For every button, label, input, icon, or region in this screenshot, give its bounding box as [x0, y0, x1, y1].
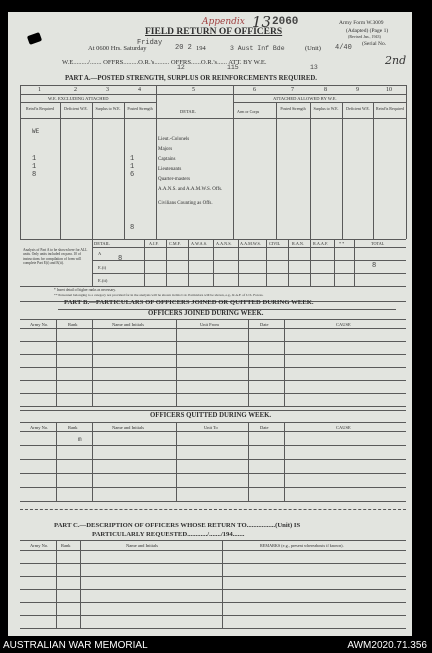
typed-col1-c: 8 — [32, 171, 37, 179]
typed-mark: m — [78, 436, 82, 443]
col-num-4: 4 — [138, 87, 141, 93]
typed-col4-b: 1 — [130, 163, 135, 171]
footer — [0, 638, 432, 653]
joined-unit-from: Unit From — [200, 322, 219, 327]
col-num-8: 8 — [324, 87, 327, 93]
quitted-rank: Rank — [68, 425, 78, 430]
joined-date: Date — [260, 322, 269, 327]
joined-title: OFFICERS JOINED DURING WEEK. — [148, 310, 264, 317]
typed-col4-c: 6 — [130, 171, 135, 179]
detail-head: DETAIL — [180, 109, 196, 114]
rank-lt-col: Lieut.-Colonels — [158, 137, 190, 142]
unit-label: (Unit) — [305, 45, 321, 52]
form-sheet — [8, 12, 412, 636]
hand-note: Appendix — [202, 17, 245, 27]
quitted-unit-to: Unit To — [204, 425, 218, 430]
joined-name: Name and Initials — [112, 322, 144, 327]
col-num-7: 7 — [291, 87, 294, 93]
part-b-title: PART B.—PARTICULARS OF OFFICERS JOINED OR QUITTED DURING WEEK. — [64, 299, 314, 306]
rank-civilians: Civilians Counting as Offs. — [158, 201, 213, 206]
typed-col4-a: 1 — [130, 155, 135, 163]
we-line: W.E........./....... OFFRS.........O.R.'s......... OFFRS......O.R.'s...... ATT. BY W.E. — [62, 59, 267, 66]
part-a-title: PART A.—POSTED STRENGTH, SURPLUS OR REINFORCEMENTS REQUIRED. — [65, 75, 317, 82]
stamp-number: 2060 — [272, 16, 299, 28]
col7-head: Posted Strength — [280, 106, 306, 111]
col8-head: Surplus to W.E. — [313, 106, 339, 111]
analysis-other: * * — [339, 241, 345, 246]
col1-head: Reinf'ts Required — [26, 106, 54, 111]
typed-serial: 4/40 — [335, 44, 352, 52]
analysis-aif: A.I.F. — [149, 241, 159, 246]
rank-captains: Captains — [158, 157, 176, 162]
quitted-army-no: Army No. — [30, 425, 49, 430]
serial-no: (Serial No. — [362, 41, 387, 47]
col-num-5: 5 — [192, 87, 195, 93]
col-num-10: 10 — [386, 87, 392, 93]
col-num-6: 6 — [253, 87, 256, 93]
part-c-title-1: PART C.—DESCRIPTION OF OFFICERS WHOSE RETURN TO.................(Unit) IS — [54, 522, 301, 529]
part-c-rank: Rank — [61, 543, 71, 548]
quitted-title: OFFICERS QUITTED DURING WEEK. — [150, 412, 272, 419]
footer-right: AWM2020.71.356 — [347, 640, 427, 651]
hand-2nd: 2nd — [385, 54, 407, 67]
typed-analysis-total: 8 — [372, 262, 377, 270]
analysis-aans: A.A.N.S. — [216, 241, 232, 246]
analysis-awas: A.W.A.S. — [191, 241, 208, 246]
typed-day: Friday — [137, 39, 163, 47]
col-num-1: 1 — [38, 87, 41, 93]
rank-majors: Majors — [158, 147, 173, 152]
col-num-2: 2 — [74, 87, 77, 93]
joined-army-no: Army No. — [30, 322, 49, 327]
quitted-name: Name and Initials — [112, 425, 144, 430]
rank-lieutenants: Lieutenants — [158, 167, 182, 172]
col-num-3: 3 — [106, 87, 109, 93]
adapted: (Adapted) (Page 1) — [346, 28, 389, 34]
analysis-civil: CIVIL — [269, 241, 281, 246]
part-c-remarks: REMARKS (e.g., present whereabouts if known). — [260, 543, 344, 548]
col3-head: Surplus to W.E. — [95, 106, 121, 111]
we-excluding: W.E. EXCLUDING ATTACHED — [48, 96, 109, 101]
rank-qm: Quarter-masters — [158, 177, 191, 182]
joined-cause: CAUSE — [336, 322, 351, 327]
analysis-row-eii: E.(ii) — [98, 278, 108, 283]
footnote-2: ** Personnel belonging to a category not provided for in the analysis will be shown in this Col. Particulars will be shown, e.g., R.A.F. of U.S. Forces. — [54, 293, 264, 297]
col4-head: Posted Strength — [127, 106, 153, 111]
quitted-date: Date — [260, 425, 269, 430]
part-c-title-2: PARTICULARLY REQUESTED............/......./194....... — [92, 531, 245, 538]
typed-col1-a: 1 — [32, 155, 37, 163]
typed-date: 20 2 — [175, 44, 192, 52]
col-num-9: 9 — [356, 87, 359, 93]
typed-unit: 3 Aust Inf Bde — [230, 45, 285, 52]
part-c-name: Name and Initials — [126, 543, 158, 548]
footer-left: AUSTRALIAN WAR MEMORIAL — [3, 640, 148, 651]
analysis-cmf: C.M.F. — [169, 241, 181, 246]
typed-13: 13 — [310, 64, 318, 71]
typed-col1-b: 1 — [32, 163, 37, 171]
quitted-cause: CAUSE — [336, 425, 351, 430]
part-c-army-no: Army No. — [30, 543, 49, 548]
analysis-row-a: A — [98, 251, 102, 256]
form-title: FIELD RETURN OF OFFICERS — [145, 27, 283, 37]
analysis-ran: R.A.N. — [292, 241, 304, 246]
year: 194 — [196, 45, 206, 52]
hand-number: 13 — [252, 13, 272, 31]
dashed-separator — [20, 509, 406, 510]
analysis-detail-head: DETAIL — [94, 241, 110, 246]
return-date-line: At 0600 Hrs. Saturday — [88, 45, 147, 52]
col2-head: Deficient W.E. — [64, 106, 88, 111]
typed-115: 115 — [227, 64, 239, 71]
typed-we: WE — [32, 128, 40, 135]
analysis-row-ei: E.(i) — [98, 265, 107, 270]
attached-allowed: ATTACHED ALLOWED BY W.E. — [273, 96, 337, 101]
analysis-total: TOTAL — [371, 241, 385, 246]
col9-head: Deficient W.E. — [346, 106, 370, 111]
army-form: Army Form W.3009 — [339, 20, 384, 26]
revised: (Revised Jan., 1943) — [348, 34, 381, 39]
footnote-1: * Insert detail of higher ranks as necessary. — [54, 288, 116, 292]
joined-rank: Rank — [68, 322, 78, 327]
col10-head: Reinf'ts Required — [376, 106, 404, 111]
analysis-raaf: R.A.A.F. — [313, 241, 329, 246]
rank-aans: A.A.N.S. and A.A.M.W.S. Offs. — [158, 187, 223, 192]
analysis-aamws: A.A.M.W.S. — [240, 241, 261, 246]
typed-col4-total: 8 — [130, 224, 135, 232]
typed-analysis-a: 8 — [118, 255, 123, 263]
analysis-note: Analysis of Part A to be shown here for ALL units. Only units included on para. 10 of instructions for compilation of form will complete Part E(i) and E(ii). — [23, 248, 88, 265]
col6-head: Arm or Corps — [237, 109, 260, 114]
punch-hole — [27, 32, 42, 45]
typed-12: 12 — [177, 64, 185, 71]
